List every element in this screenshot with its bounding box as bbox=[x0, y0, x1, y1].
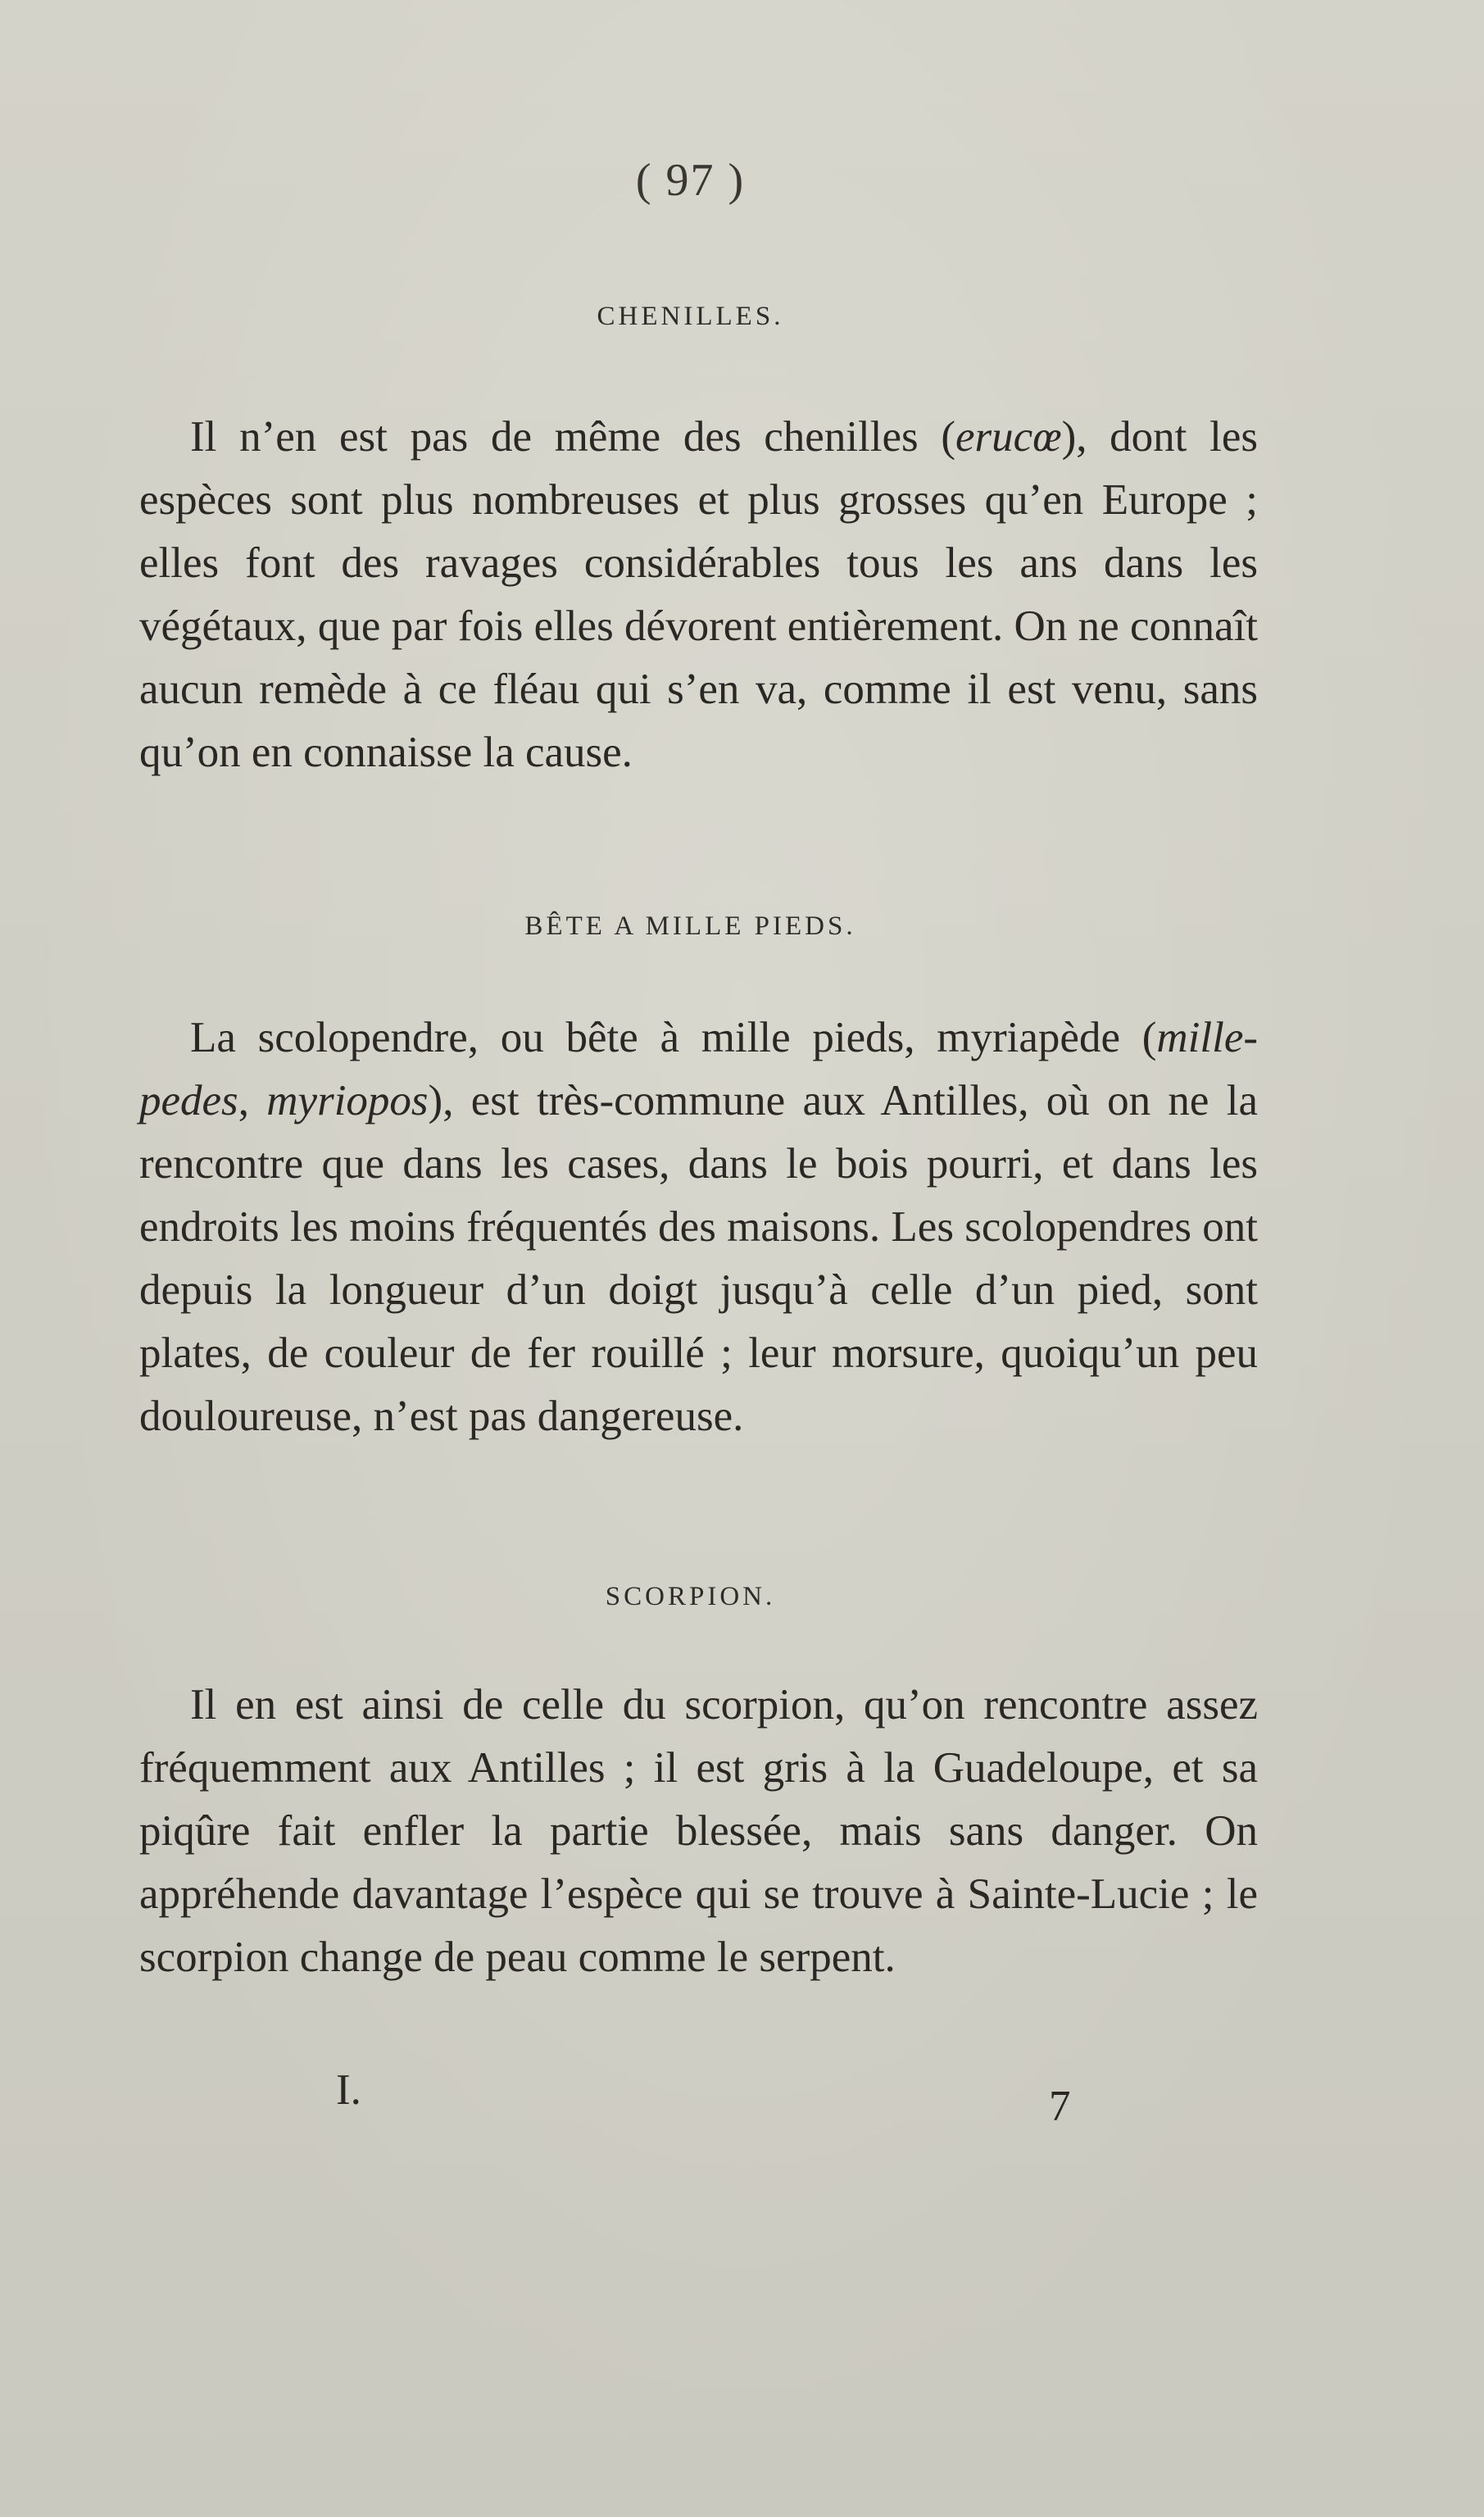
latin-term: erucœ bbox=[955, 413, 1062, 461]
signature-mark: I. bbox=[336, 2066, 361, 2114]
paragraph-bete-a-mille-pieds bbox=[139, 1006, 1258, 1448]
section-body-scorpion bbox=[139, 1674, 1258, 1989]
section-body-bete-a-mille-pieds bbox=[139, 1006, 1258, 1448]
paragraph-text: Il en est ainsi de celle du scorpion, qu’on rencontre assez fréquemment aux Antilles ; il est gris à la Guadeloupe, et sa piqûre fait enfler la partie blessée, mais sans danger. On appréhende davantage l’espèce qui se trouve à Sainte-Lucie ; le scorpion change de peau comme le serpent. bbox=[139, 1681, 1258, 1981]
paragraph-text: ), dont les espèces sont plus nombreuses et plus grosses qu’en Europe ; elles font des ravages considérables tous les ans dans les végétaux, que par fois elles dévorent entièrement. On ne connaît aucun remède à ce fléau qui s’en va, comme il est venu, sans qu’on en connaisse la cause. bbox=[139, 413, 1259, 776]
paragraph-text: Il n’en est pas de même des chenilles ( bbox=[190, 413, 956, 461]
paragraph-text: , bbox=[238, 1077, 267, 1124]
paragraph-chenilles bbox=[139, 406, 1258, 784]
paragraph-text: La scolopendre, ou bête à mille pieds, myriapède ( bbox=[190, 1014, 1157, 1061]
latin-term: myriopos bbox=[266, 1077, 429, 1124]
section-heading-chenilles: CHENILLES. bbox=[597, 302, 784, 331]
paragraph-text: ), est très-commune aux Antilles, où on ne la rencontre que dans les cases, dans le bois pourri, et dans les endroits les moins fréquentés des maisons. Les scolopendres ont depuis la longueur d’un doigt jusqu’à celle d’un pied, sont plates, de couleur de fer rouillé ; leur morsure, quoiqu’un peu douloureuse, n’est pas dangereuse. bbox=[139, 1077, 1258, 1440]
section-heading-scorpion: SCORPION. bbox=[605, 1582, 776, 1611]
paragraph-scorpion bbox=[139, 1674, 1258, 1989]
latin-term: mille-pedes bbox=[139, 1014, 1258, 1124]
section-heading-bete-a-mille-pieds: BÊTE A MILLE PIEDS. bbox=[524, 911, 856, 941]
section-body-chenilles bbox=[139, 406, 1258, 784]
page-number: ( 97 ) bbox=[635, 155, 746, 206]
page-footer bbox=[0, 2065, 1484, 2131]
sheet-number: 7 bbox=[1049, 2083, 1071, 2130]
